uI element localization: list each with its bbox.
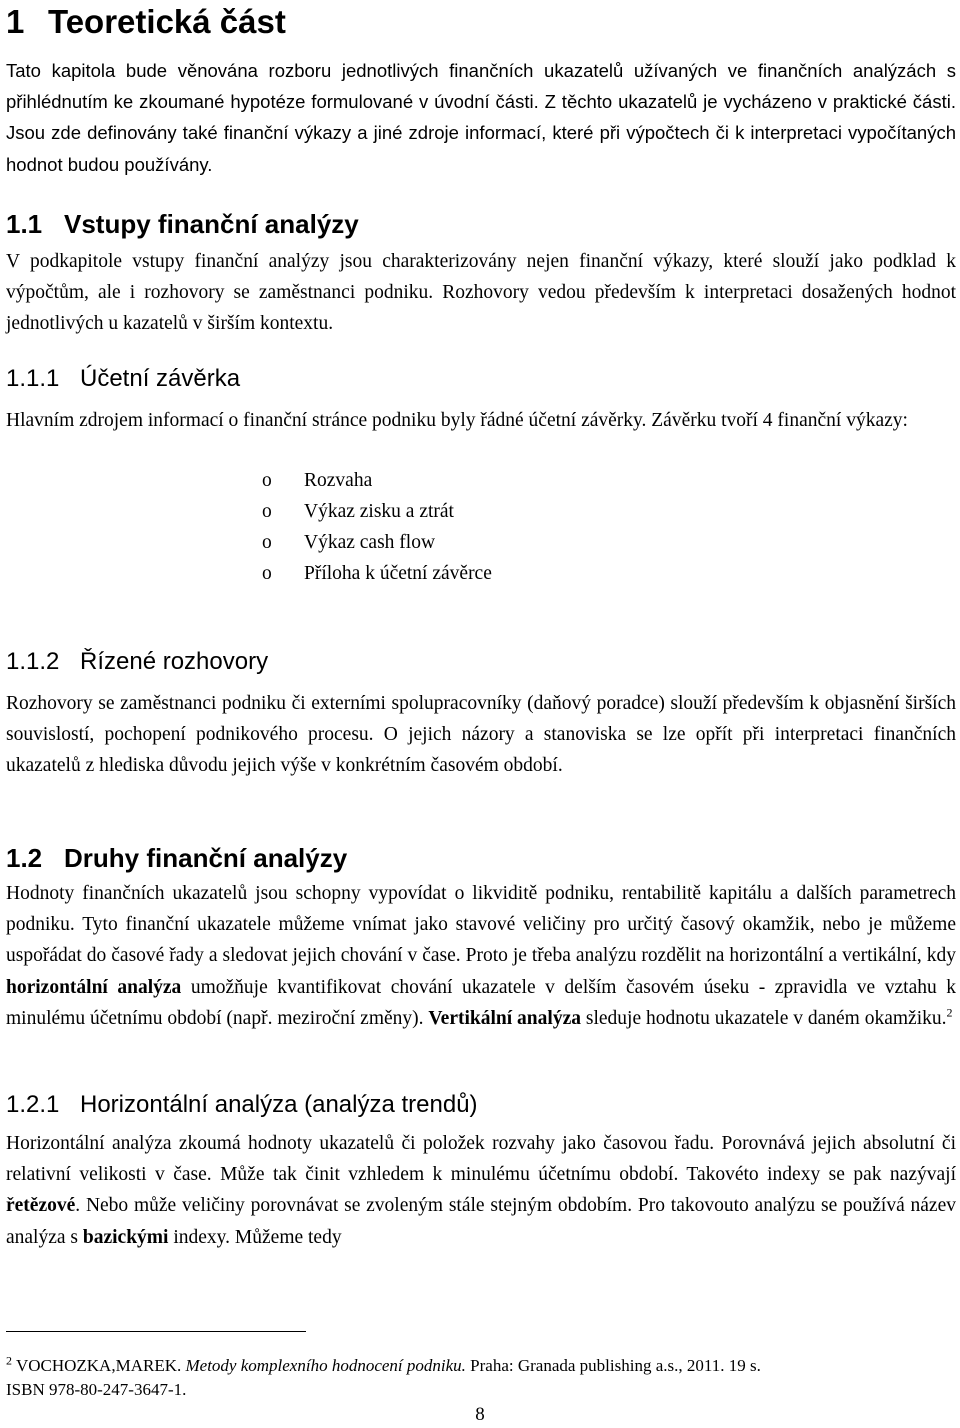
section-number: 1.1.1 [6,365,60,392]
section-1-1-heading [6,208,359,240]
text-run: Horizontální analýza zkoumá hodnoty ukazatelů či položek rozvahy jako časovou řadu. Porovnává jejich absolutní či relativní velikosti v čase. Může tak činit vzhledem k minulému účetnímu období. Takovéto indexy se pak nazývají [6,1133,956,1186]
section-number: 1.2.1 [6,1091,60,1118]
list-item-text: Rozvaha [304,470,373,491]
section-title: Horizontální analýza (analýza trendů) [80,1091,478,1118]
section-title: Řízené rozhovory [80,648,269,675]
footnote [6,1354,956,1402]
bullet: o [262,470,272,491]
bold-term-horizontal: horizontální analýza [6,976,182,998]
section-1-2-1-paragraph [6,1128,956,1253]
section-title: Vstupy finanční analýzy [64,209,359,239]
footnote-divider [6,1331,306,1332]
text-run: umožňuje kvantifikovat chování ukazatele v delším časovém úseku - zpravidla ve vztahu k minulému účetnímu období (např. meziroční změny). [6,976,957,1029]
footnote-author: VOCHOZKA,MAREK. [15,1356,182,1375]
footnote-isbn: ISBN 978-80-247-3647-1. [6,1380,187,1399]
section-1-1-1-paragraph: Hlavním zdrojem informací o finanční stránce podniku byly řádné účetní závěrky. Závěrku tvoří 4 finanční výkazy: [6,410,908,431]
bold-term-vertical: Vertikální analýza [428,1007,581,1029]
section-1-2-heading [6,842,347,874]
text-run: . Nebo může veličiny porovnávat se zvoleným stále stejným obdobím. Pro takovouto analýzu se používá název analýza s [6,1195,956,1248]
bold-term-basic: bazickými [82,1226,169,1248]
bullet: o [262,563,272,584]
list-item-text: Příloha k účetní závěrce [304,563,492,584]
footnote-number: 2 [6,1353,12,1368]
section-title: Účetní závěrka [80,365,241,392]
bullet: o [262,532,272,553]
text-run: sleduje hodnotu ukazatele v daném okamžiku. [580,1007,947,1029]
section-1-1-2-heading [6,647,268,677]
chapter-title: Teoretická část [48,3,286,40]
footnote-title: Metody komplexního hodnocení podniku. [185,1356,466,1375]
text-run: indexy. Můžeme tedy [168,1226,342,1248]
section-1-1-1-heading [6,364,240,394]
intro-paragraph: Tato kapitola bude věnována rozboru jednotlivých finančních ukazatelů užívaných ve finančních analýzách s přihlédnutím ke zkoumané hypotéze formulované v úvodní části. Z těchto ukazatelů je vycházeno v praktické části. Jsou zde definovány také finanční výkazy a jiné zdroje informací, které při výpočtech či k interpretaci vypočítaných hodnot budou používány. [6,60,956,175]
chapter-heading [6,2,286,42]
section-number: 1.2 [6,843,43,873]
footnote-reference: 2 [946,1005,953,1020]
section-number: 1.1 [6,209,43,239]
section-number: 1.1.2 [6,648,60,675]
section-1-2-paragraph [6,878,956,1034]
section-1-1-paragraph: V podkapitole vstupy finanční analýzy jsou charakterizovány nejen finanční výkazy, které slouží jako podklad k výpočtům, ale i rozhovory se zaměstnanci podniku. Rozhovory vedou především k interpretaci dosažených hodnot jednotlivých u kazatelů v širším kontextu. [6,251,956,335]
page-number: 8 [475,1404,485,1425]
chapter-number: 1 [6,3,25,40]
text-run: Hodnoty finančních ukazatelů jsou schopny vypovídat o likviditě podniku, rentabilitě kapitálu a dalších parametrech podniku. Tyto finanční ukazatele můžeme vnímat jako stavové veličiny pro určitý časový okamžik, nebo je můžeme uspořádat do časové řady a sledovat jejich chování v čase. Proto je třeba analýzu rozdělit na horizontální a vertikální, kdy [6,883,956,967]
section-1-1-2-paragraph: Rozhovory se zaměstnanci podniku či externími spolupracovníky (daňový poradce) slouží především k objasnění širších souvislostí, pochopení podnikového procesu. O jejich názory a stanoviska se lze opřít při interpretaci finančních ukazatelů z hlediska důvodu jejich výše v konkrétním časovém období. [6,693,956,777]
list-item-text: Výkaz zisku a ztrát [304,501,454,522]
footnote-publisher: Praha: Granada publishing a.s., 2011. 19 s. [470,1356,761,1375]
section-title: Druhy finanční analýzy [64,843,348,873]
section-1-2-1-heading [6,1090,478,1120]
bullet: o [262,501,272,522]
list-item-text: Výkaz cash flow [304,532,436,553]
bold-term-chain: řetězové [6,1195,76,1217]
